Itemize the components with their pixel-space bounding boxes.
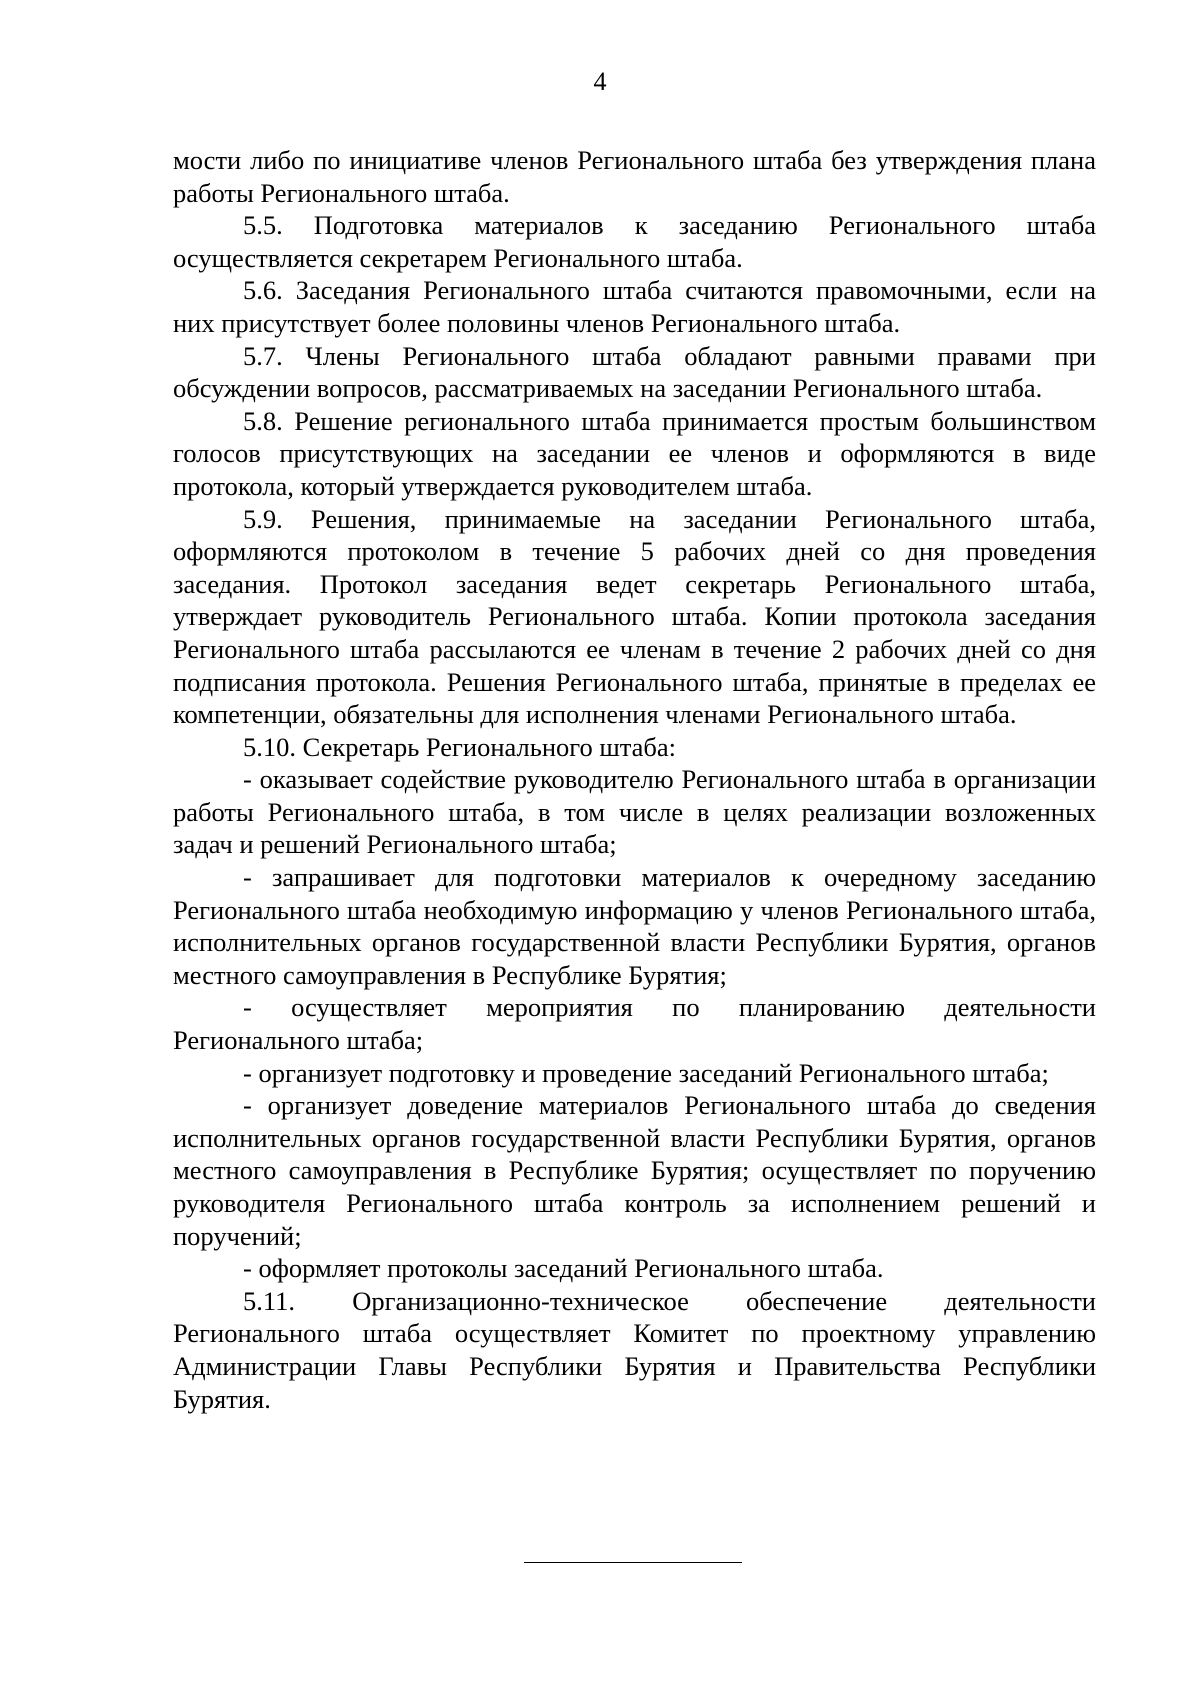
list-item: - организует подготовку и проведение заседаний Регионального штаба; bbox=[243, 1057, 1049, 1088]
paragraph-5-10: 5.10. Секретарь Регионального штаба: bbox=[243, 731, 677, 762]
paragraph-5-5: 5.5. Подготовка материалов к заседанию Регионального штаба осуществляется секретарем Регионального штаба. bbox=[173, 210, 1096, 273]
paragraph-5-6: 5.6. Заседания Регионального штаба считаются правомочными, если на них присутствует более половины членов Регионального штаба. bbox=[173, 275, 1096, 338]
paragraph-5-9: 5.9. Решения, принимаемые на заседании Регионального штаба, оформляются протоколом в течение 5 рабочих дней со дня проведения заседания. Протокол заседания ведет секретарь Регионального штаба, утверждает руководитель Регионального штаба. Копии протокола заседания Регионального штаба рассылаются ее членам в течение 2 рабочих дней со дня подписания протокола. Решения Регионального штаба, принятые в пределах ее компетенции, обязательны для исполнения членами Регионального штаба. bbox=[173, 503, 1096, 730]
paragraph-continuation: мости либо по инициативе членов Регионального штаба без утверждения плана работы Регионального штаба. bbox=[173, 145, 1096, 208]
document-body bbox=[173, 144, 1096, 1415]
list-item: - оказывает содействие руководителю Регионального штаба в организации работы Регионального штаба, в том числе в целях реализации возложенных задач и решений Регионального штаба; bbox=[173, 764, 1096, 860]
list-item: - запрашивает для подготовки материалов к очередному заседанию Регионального штаба необходимую информацию у членов Регионального штаба, исполнительных органов государственной власти Республики Бурятия, органов местного самоуправления в Республике Бурятия; bbox=[173, 862, 1096, 990]
list-item: - организует доведение материалов Регионального штаба до сведения исполнительных органов государственной власти Республики Бурятия, органов местного самоуправления в Республике Бурятия; осуществляет по поручению руководителя Регионального штаба контроль за исполнением решений и поручений; bbox=[173, 1090, 1096, 1251]
list-item: - осуществляет мероприятия по планированию деятельности Регионального штаба; bbox=[173, 992, 1096, 1056]
paragraph-5-11: 5.11. Организационно-техническое обеспечение деятельности Регионального штаба осуществляет Комитет по проектному управлению Администрации Главы Республики Бурятия и Правительства Республики Бурятия. bbox=[173, 1285, 1096, 1414]
list-item: - оформляет протоколы заседаний Регионального штаба. bbox=[243, 1253, 884, 1284]
paragraph-5-7: 5.7. Члены Регионального штаба обладают равными правами при обсуждении вопросов, рассматриваемых на заседании Регионального штаба. bbox=[173, 340, 1096, 404]
paragraph-5-8: 5.8. Решение регионального штаба принимается простым большинством голосов присутствующих на заседании ее членов и оформляются в виде протокола, который утверждается руководителем штаба. bbox=[173, 405, 1096, 501]
page-number: 4 bbox=[593, 67, 607, 96]
end-rule-divider bbox=[524, 1562, 742, 1563]
